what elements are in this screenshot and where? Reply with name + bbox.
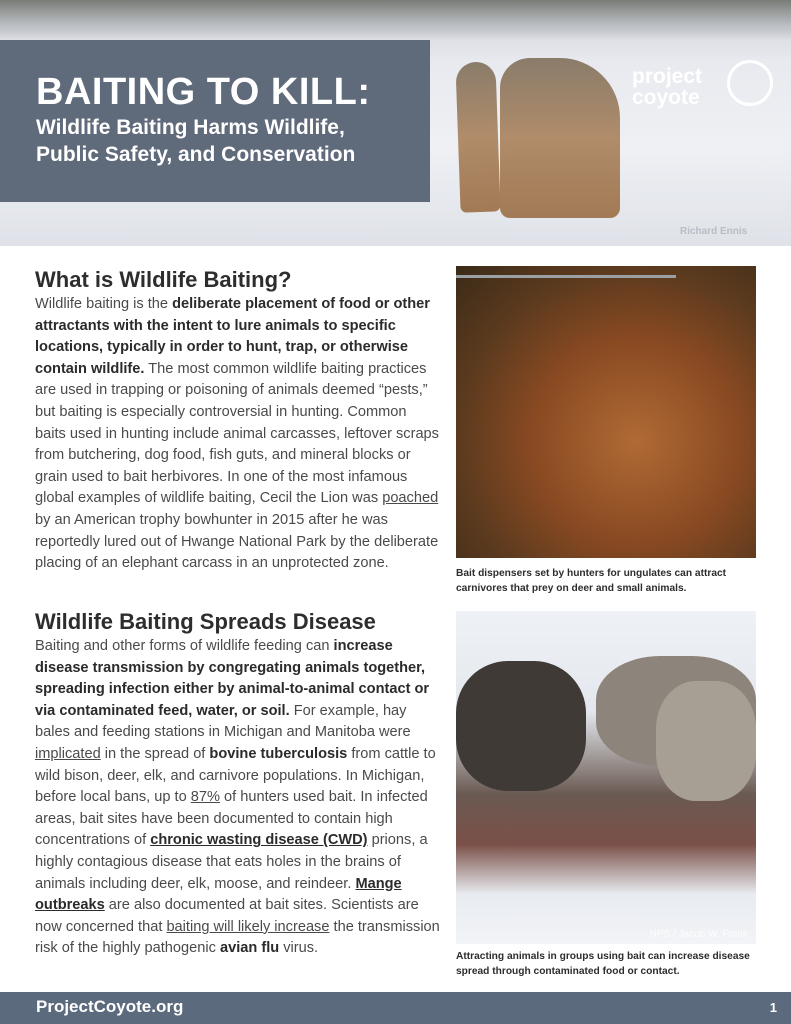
text-run: of hunters used bait. In infected areas, bait sites have been documented to contain high concentrations of	[35, 789, 428, 849]
wolf-image	[456, 661, 586, 791]
inline-link[interactable]: baiting will likely increase	[166, 918, 330, 935]
text-run: Baiting and other forms of wildlife feeding can	[35, 638, 334, 654]
inline-link[interactable]: implicated	[35, 745, 101, 762]
tree-line	[0, 0, 791, 40]
text-run: Wildlife baiting is the	[35, 296, 173, 312]
section-what-is-baiting	[35, 266, 440, 575]
section-paragraph	[35, 294, 440, 575]
bold-text: deliberate placement of food or other attractants with the intent to lure animals to specific locations, typically in order to hunt, trap, or otherwise contain wildlife.	[35, 296, 430, 377]
section-disease	[35, 608, 440, 960]
title-banner	[0, 40, 430, 202]
footer	[0, 992, 791, 1024]
project-coyote-logo	[632, 66, 702, 108]
text-run: virus.	[279, 940, 319, 957]
text-run: by an American trophy bowhunter in 2015 after he was reportedly lured out of Hwange National Park by the deliberate placing of an elephant carcass in an unprotected zone.	[35, 511, 439, 572]
page-number: 1	[769, 1000, 777, 1015]
bold-inline-link[interactable]: Mange outbreaks	[35, 875, 402, 914]
page-subtitle: Wildlife Baiting Harms Wildlife,	[36, 116, 345, 139]
photo-caption: Bait dispensers set by hunters for ungulates can attract carnivores that prey on deer and small animals.	[456, 568, 727, 594]
coyote-image	[500, 58, 620, 218]
bold-inline-link[interactable]: chronic wasting disease (CWD)	[150, 832, 368, 849]
logo-text: coyote	[632, 86, 700, 109]
coyote-logo-icon	[727, 60, 773, 106]
bold-text: bovine tuberculosis	[209, 745, 348, 762]
deer-bait-photo	[456, 266, 756, 558]
coyote-image	[455, 61, 500, 212]
website-link[interactable]: ProjectCoyote.org	[36, 997, 184, 1016]
wolves-carcass-photo	[456, 611, 756, 944]
page-title: BAITING TO KILL:	[36, 71, 371, 113]
bait-dispenser-rack	[456, 266, 676, 278]
photo-caption: Attracting animals in groups using bait can increase disease spread through contaminated food or contact.	[456, 951, 750, 977]
text-run: the transmission risk of the highly pathogenic	[35, 918, 440, 957]
logo-text: project	[632, 65, 703, 88]
section-heading: Wildlife Baiting Spreads Disease	[35, 609, 376, 634]
inline-link[interactable]: poached	[382, 490, 439, 507]
section-heading: What is Wildlife Baiting?	[35, 267, 292, 292]
bold-text: increase disease transmission by congregating animals together, spreading infection either by animal-to-animal contact or via contaminated feed, water, or soil.	[35, 638, 430, 719]
bold-text: avian flu	[219, 940, 280, 957]
text-run: The most common wildlife baiting practices are used in trapping or poisoning of animals deemed “pests,” but baiting is especially controversial in hunting. Common baits used in hunting include animal carcasses, leftover scraps from butchering, dog food, fish guts, and mineral blocks or grain used to bait herbivores. In one of the most infamous global examples of wildlife baiting, Cecil the Lion was	[35, 360, 439, 507]
photo-credit: Richard Ennis	[680, 226, 748, 237]
header-photo	[0, 0, 791, 246]
text-run: For example, hay bales and feeding stations in Michigan and Manitoba were	[35, 702, 411, 741]
page-subtitle: Public Safety, and Conservation	[36, 143, 356, 166]
photo-credit: NPS / Jacob W. Frank	[649, 929, 748, 940]
inline-link[interactable]: 87%	[190, 789, 220, 806]
text-run: prions, a highly contagious disease that eats holes in the brains of animals including deer, elk, moose, and reindeer.	[35, 832, 428, 892]
text-run: in the spread of	[100, 745, 210, 762]
section-paragraph	[35, 636, 440, 960]
text-run: are also documented at bait sites. Scientists are now concerned that	[35, 897, 419, 935]
wolf-image	[656, 681, 756, 801]
text-run: from cattle to wild bison, deer, elk, and carnivore populations. In Michigan, before local bans, up to	[35, 745, 436, 806]
